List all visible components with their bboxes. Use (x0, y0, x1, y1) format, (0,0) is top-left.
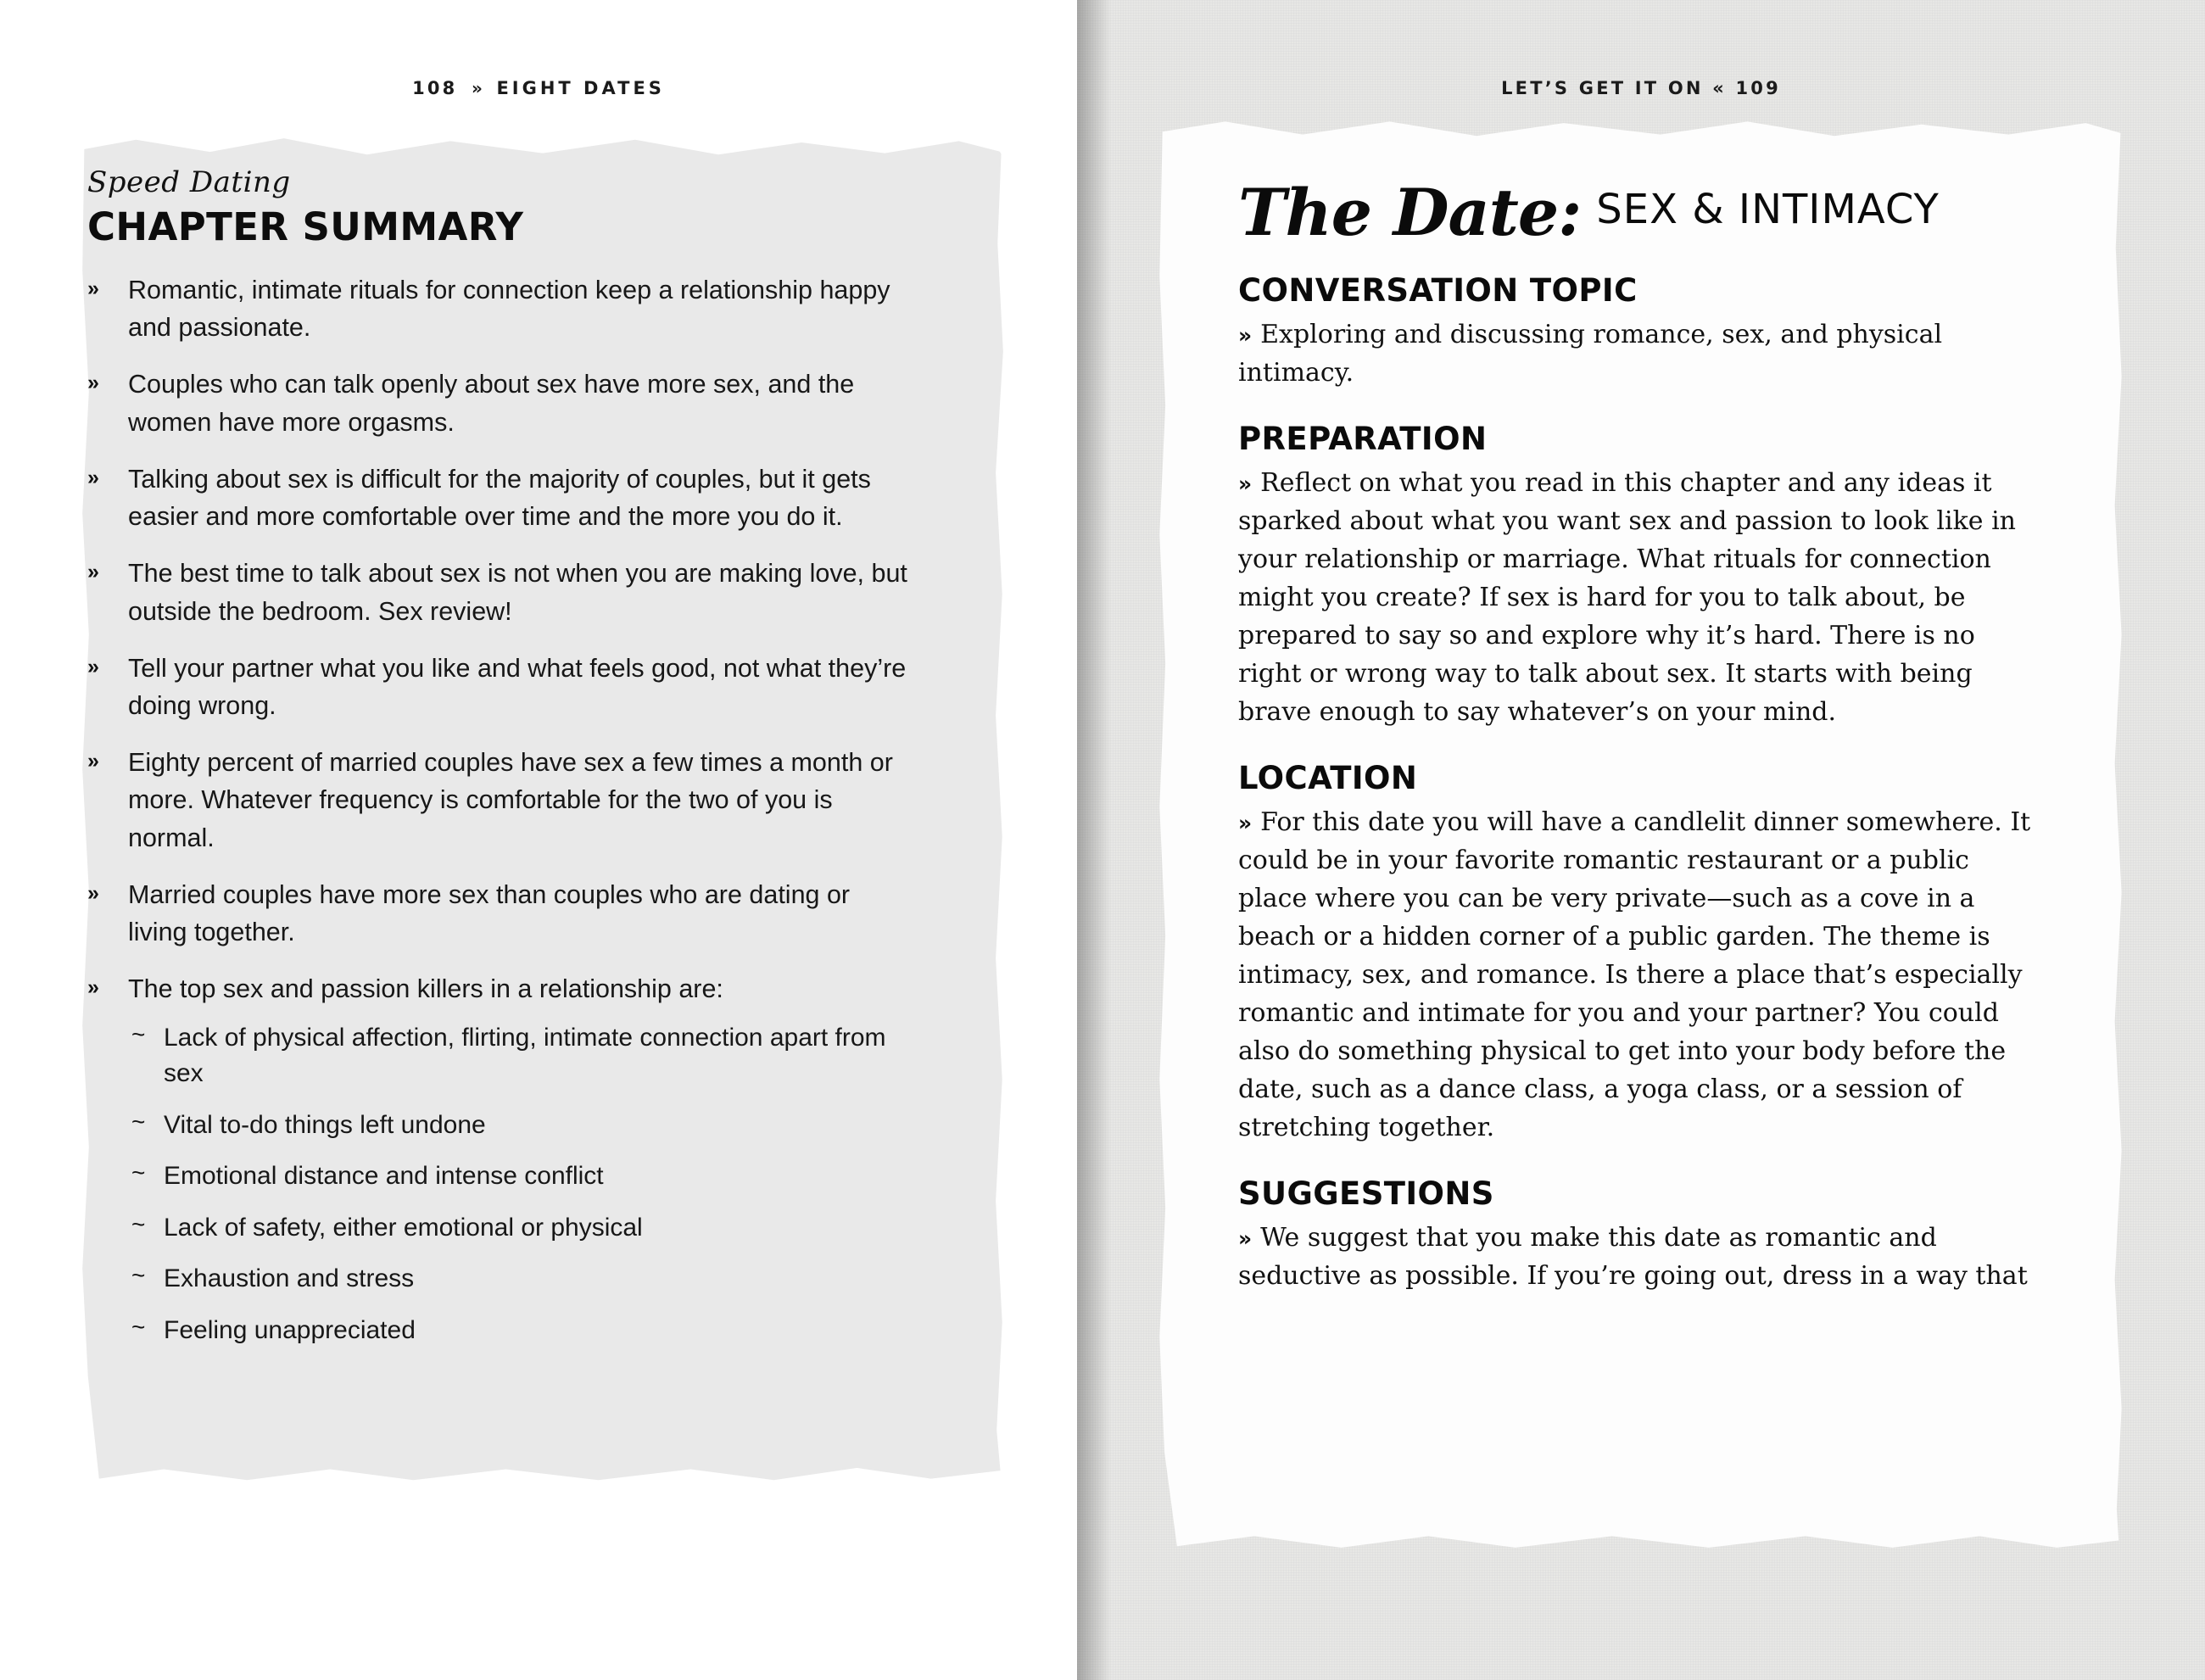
right-page (1077, 0, 2205, 1680)
date-title-subject: SEX & INTIMACY (1596, 186, 1940, 233)
chevron-bullet-icon: » (87, 371, 98, 395)
list-item-text: Romantic, intimate rituals for connection keep a relationship happy and passionate. (128, 276, 890, 343)
list-item-text: Couples who can talk openly about sex have more sex, and the women have more orgasms. (128, 370, 855, 437)
list-item-text: Lack of safety, either emotional or physical (164, 1213, 643, 1242)
section-body-suggestions (1238, 1219, 2035, 1295)
summary-kicker: Speed Dating (87, 165, 291, 199)
list-item-text: Tell your partner what you like and what feels good, not what they’re doing wrong. (128, 653, 907, 720)
list-item (128, 1261, 912, 1298)
list-item (128, 1210, 912, 1247)
list-item (128, 1108, 912, 1144)
list-item-text: The best time to talk about sex is not when you are making love, but outside the bedroom. Sex review! (128, 559, 907, 626)
list-item-text: Talking about sex is difficult for the majority of couples, but it gets easier and more comfortable over time and the more you do it. (128, 464, 871, 532)
chevron-bullet-icon: » (87, 654, 98, 678)
list-item-text: Eighty percent of married couples have sex a few times a month or more. Whatever frequency is comfortable for the two of you is normal. (128, 748, 893, 852)
chevron-bullet-icon: » (1238, 323, 1251, 349)
right-page-number: 109 (1735, 78, 1781, 98)
section-heading-preparation: PREPARATION (1238, 421, 1488, 458)
chevron-bullet-icon: » (87, 880, 98, 905)
list-item-text: Lack of physical affection, flirting, intimate connection apart from sex (164, 1023, 886, 1088)
chevron-bullet-icon: » (1238, 811, 1251, 836)
left-running-head: EIGHT DATES (496, 78, 665, 98)
list-item-text: Feeling unappreciated (164, 1316, 416, 1345)
section-body-location (1238, 803, 2035, 1147)
section-body-text: For this date you will have a candlelit dinner somewhere. It could be in your favorite romantic restaurant or a public place where you can be very private—such as a cove in a beach or a hidden corner of a public garden. The theme is intimacy, sex, and romance. Is there a place that’s especially romantic and intimate for you and your partner? You could also do something physical to get into your body before the date, such as a dance class, a yoga class, or a session of stretching together. (1238, 807, 2031, 1143)
chevron-bullet-icon: » (87, 749, 98, 773)
left-page (0, 0, 1077, 1680)
chapter-summary-content (81, 165, 937, 1454)
chevron-bullet-icon: » (87, 560, 98, 584)
summary-bullet-list (81, 271, 937, 1349)
list-item (87, 650, 912, 724)
right-running-head: LET’S GET IT ON (1501, 78, 1704, 98)
list-item (87, 876, 912, 951)
date-title-script: The Date: (1238, 175, 1582, 250)
section-body-preparation (1238, 464, 2035, 731)
list-item (87, 555, 912, 629)
tilde-bullet-icon: ~ (131, 1262, 146, 1289)
date-card-content (1238, 175, 2035, 1295)
section-body-text: Exploring and discussing romance, sex, and physical intimacy. (1238, 320, 1943, 388)
left-page-folio (0, 78, 1077, 98)
section-body-conversation-topic (1238, 315, 2035, 392)
list-item (128, 1158, 912, 1195)
tilde-bullet-icon: ~ (131, 1108, 146, 1135)
folio-arrows-icon: » (472, 78, 483, 98)
list-item (87, 460, 912, 535)
left-page-number: 108 (412, 78, 458, 98)
chevron-bullet-icon: » (87, 276, 98, 300)
list-item (87, 271, 912, 346)
chapter-summary-title: CHAPTER SUMMARY (87, 204, 524, 249)
tilde-bullet-icon: ~ (131, 1159, 146, 1186)
list-item-text: Exhaustion and stress (164, 1264, 415, 1293)
section-heading-suggestions: SUGGESTIONS (1238, 1175, 1494, 1213)
chevron-bullet-icon: » (1238, 472, 1251, 497)
tilde-bullet-icon: ~ (131, 1210, 146, 1237)
right-page-folio (1077, 78, 2205, 98)
list-item-text: Married couples have more sex than couples who are dating or living together. (128, 879, 851, 947)
list-item (87, 744, 912, 857)
chevron-bullet-icon: » (87, 465, 98, 489)
tilde-bullet-icon: ~ (131, 1314, 146, 1341)
section-heading-location: LOCATION (1238, 760, 1418, 797)
chevron-bullet-icon: » (1238, 1226, 1251, 1252)
folio-arrows-icon: « (1712, 78, 1727, 98)
summary-sub-bullet-list (128, 1020, 912, 1349)
list-item-text: The top sex and passion killers in a relationship are: (128, 974, 723, 1004)
chevron-bullet-icon: » (87, 975, 98, 1000)
list-item (128, 1313, 912, 1349)
page-gutter-shadow (1077, 0, 1111, 1680)
section-heading-conversation-topic: CONVERSATION TOPIC (1238, 272, 1638, 310)
list-item-text: Emotional distance and intense conflict (164, 1162, 604, 1191)
list-item-text: Vital to-do things left undone (164, 1110, 486, 1139)
tilde-bullet-icon: ~ (131, 1020, 146, 1047)
date-title (1238, 175, 2035, 250)
list-item (87, 970, 912, 1348)
list-item (87, 366, 912, 440)
section-body-text: We suggest that you make this date as romantic and seductive as possible. If you’re going out, dress in a way that (1238, 1223, 2028, 1292)
section-body-text: Reflect on what you read in this chapter and any ideas it sparked about what you want sex and passion to look like in your relationship or marriage. What rituals for connection might you create? If sex is hard for you to talk about, be prepared to say so and explore why it’s hard. There is no right or wrong way to talk about sex. It starts with being brave enough to say whatever’s on your mind. (1238, 468, 2016, 728)
list-item (128, 1020, 912, 1092)
